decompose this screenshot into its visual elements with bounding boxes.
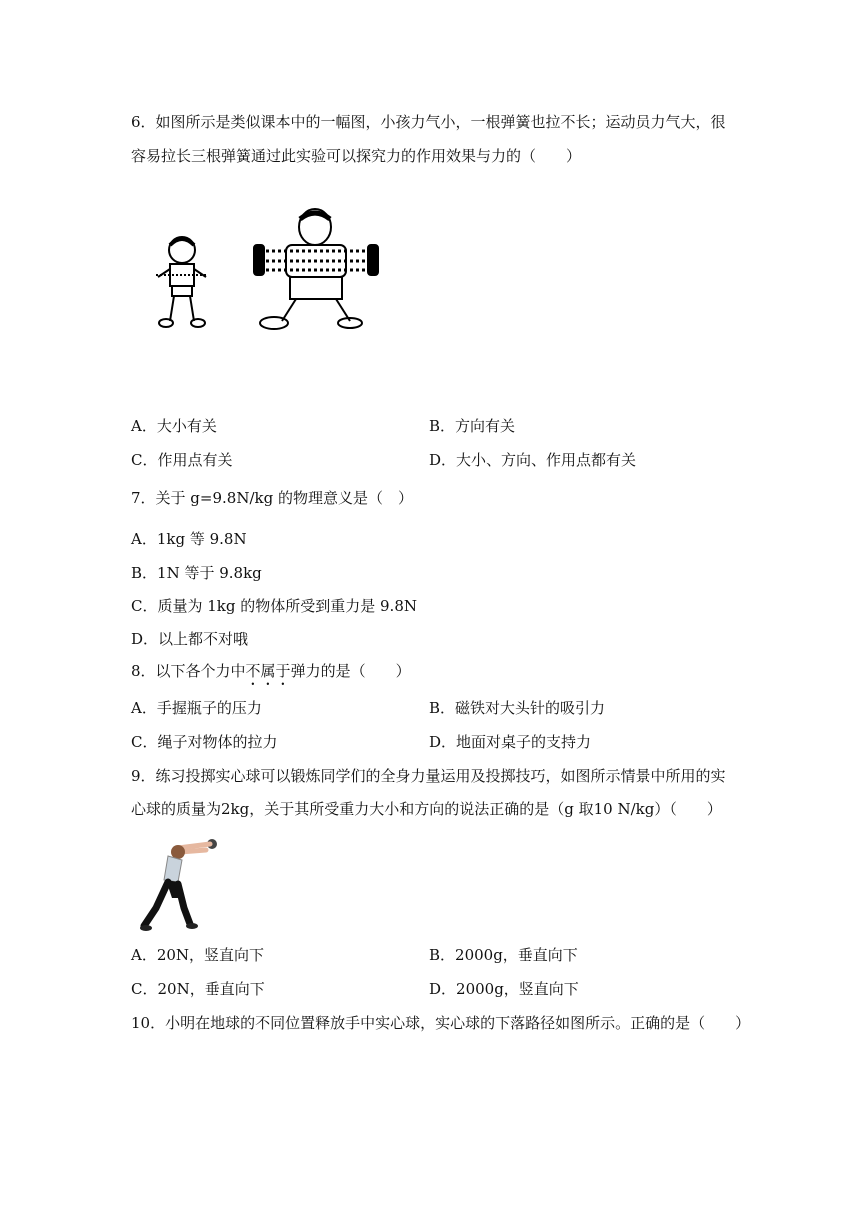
shot-put-figure bbox=[138, 838, 228, 933]
q8-stem-prefix: 8．以下各个力中 bbox=[131, 662, 246, 680]
q6-stem-line1: 6．如图所示是类似课本中的一幅图，小孩力气小，一根弹簧也拉不长；运动员力气大，很 bbox=[131, 113, 726, 131]
q6-stem-line2: 容易拉长三根弹簧通过此实验可以探究力的作用效果与力的（ ） bbox=[131, 147, 582, 165]
q7-stem: 7．关于 g=9.8N/kg 的物理意义是（ ） bbox=[131, 489, 413, 507]
athlete-figure bbox=[254, 209, 378, 329]
q7-option-c[interactable]: C．质量为 1kg 的物体所受到重力是 9.8N bbox=[131, 597, 417, 615]
q6-option-b[interactable]: B．方向有关 bbox=[429, 417, 516, 435]
q6-option-a[interactable]: A．大小有关 bbox=[131, 417, 217, 435]
q6-option-d[interactable]: D．大小、方向、作用点都有关 bbox=[429, 451, 637, 469]
q9-option-a[interactable]: A．20N，竖直向下 bbox=[131, 946, 265, 964]
q7-option-d[interactable]: D．以上都不对哦 bbox=[131, 630, 249, 648]
spring-figure bbox=[150, 205, 390, 335]
child-figure bbox=[156, 237, 208, 327]
q8-stem-emphasis: 不属于 bbox=[245, 662, 291, 680]
q8-stem-suffix: 弹力的是（ ） bbox=[290, 662, 411, 680]
q9-stem-line2: 心球的质量为2kg，关于其所受重力大小和方向的说法正确的是（g 取10 N/kg）（ ） bbox=[131, 800, 722, 818]
q8-option-a[interactable]: A．手握瓶子的压力 bbox=[131, 699, 262, 717]
q10-stem: 10．小明在地球的不同位置释放手中实心球，实心球的下落路径如图所示。正确的是（ ） bbox=[131, 1014, 751, 1032]
q9-stem-line1: 9．练习投掷实心球可以锻炼同学们的全身力量运用及投掷技巧，如图所示情景中所用的实 bbox=[131, 767, 726, 785]
q6-option-c[interactable]: C．作用点有关 bbox=[131, 451, 233, 469]
q7-option-a[interactable]: A．1kg 等 9.8N bbox=[131, 530, 247, 548]
thrower-figure bbox=[140, 839, 217, 931]
q7-option-b[interactable]: B．1N 等于 9.8kg bbox=[131, 564, 262, 582]
q8-option-c[interactable]: C．绳子对物体的拉力 bbox=[131, 733, 278, 751]
q8-stem bbox=[131, 661, 411, 689]
q9-option-d[interactable]: D．2000g，竖直向下 bbox=[429, 980, 579, 998]
q9-option-b[interactable]: B．2000g，垂直向下 bbox=[429, 946, 578, 964]
q8-option-b[interactable]: B．磁铁对大头针的吸引力 bbox=[429, 699, 606, 717]
q9-option-c[interactable]: C．20N，垂直向下 bbox=[131, 980, 265, 998]
q8-option-d[interactable]: D．地面对桌子的支持力 bbox=[429, 733, 592, 751]
